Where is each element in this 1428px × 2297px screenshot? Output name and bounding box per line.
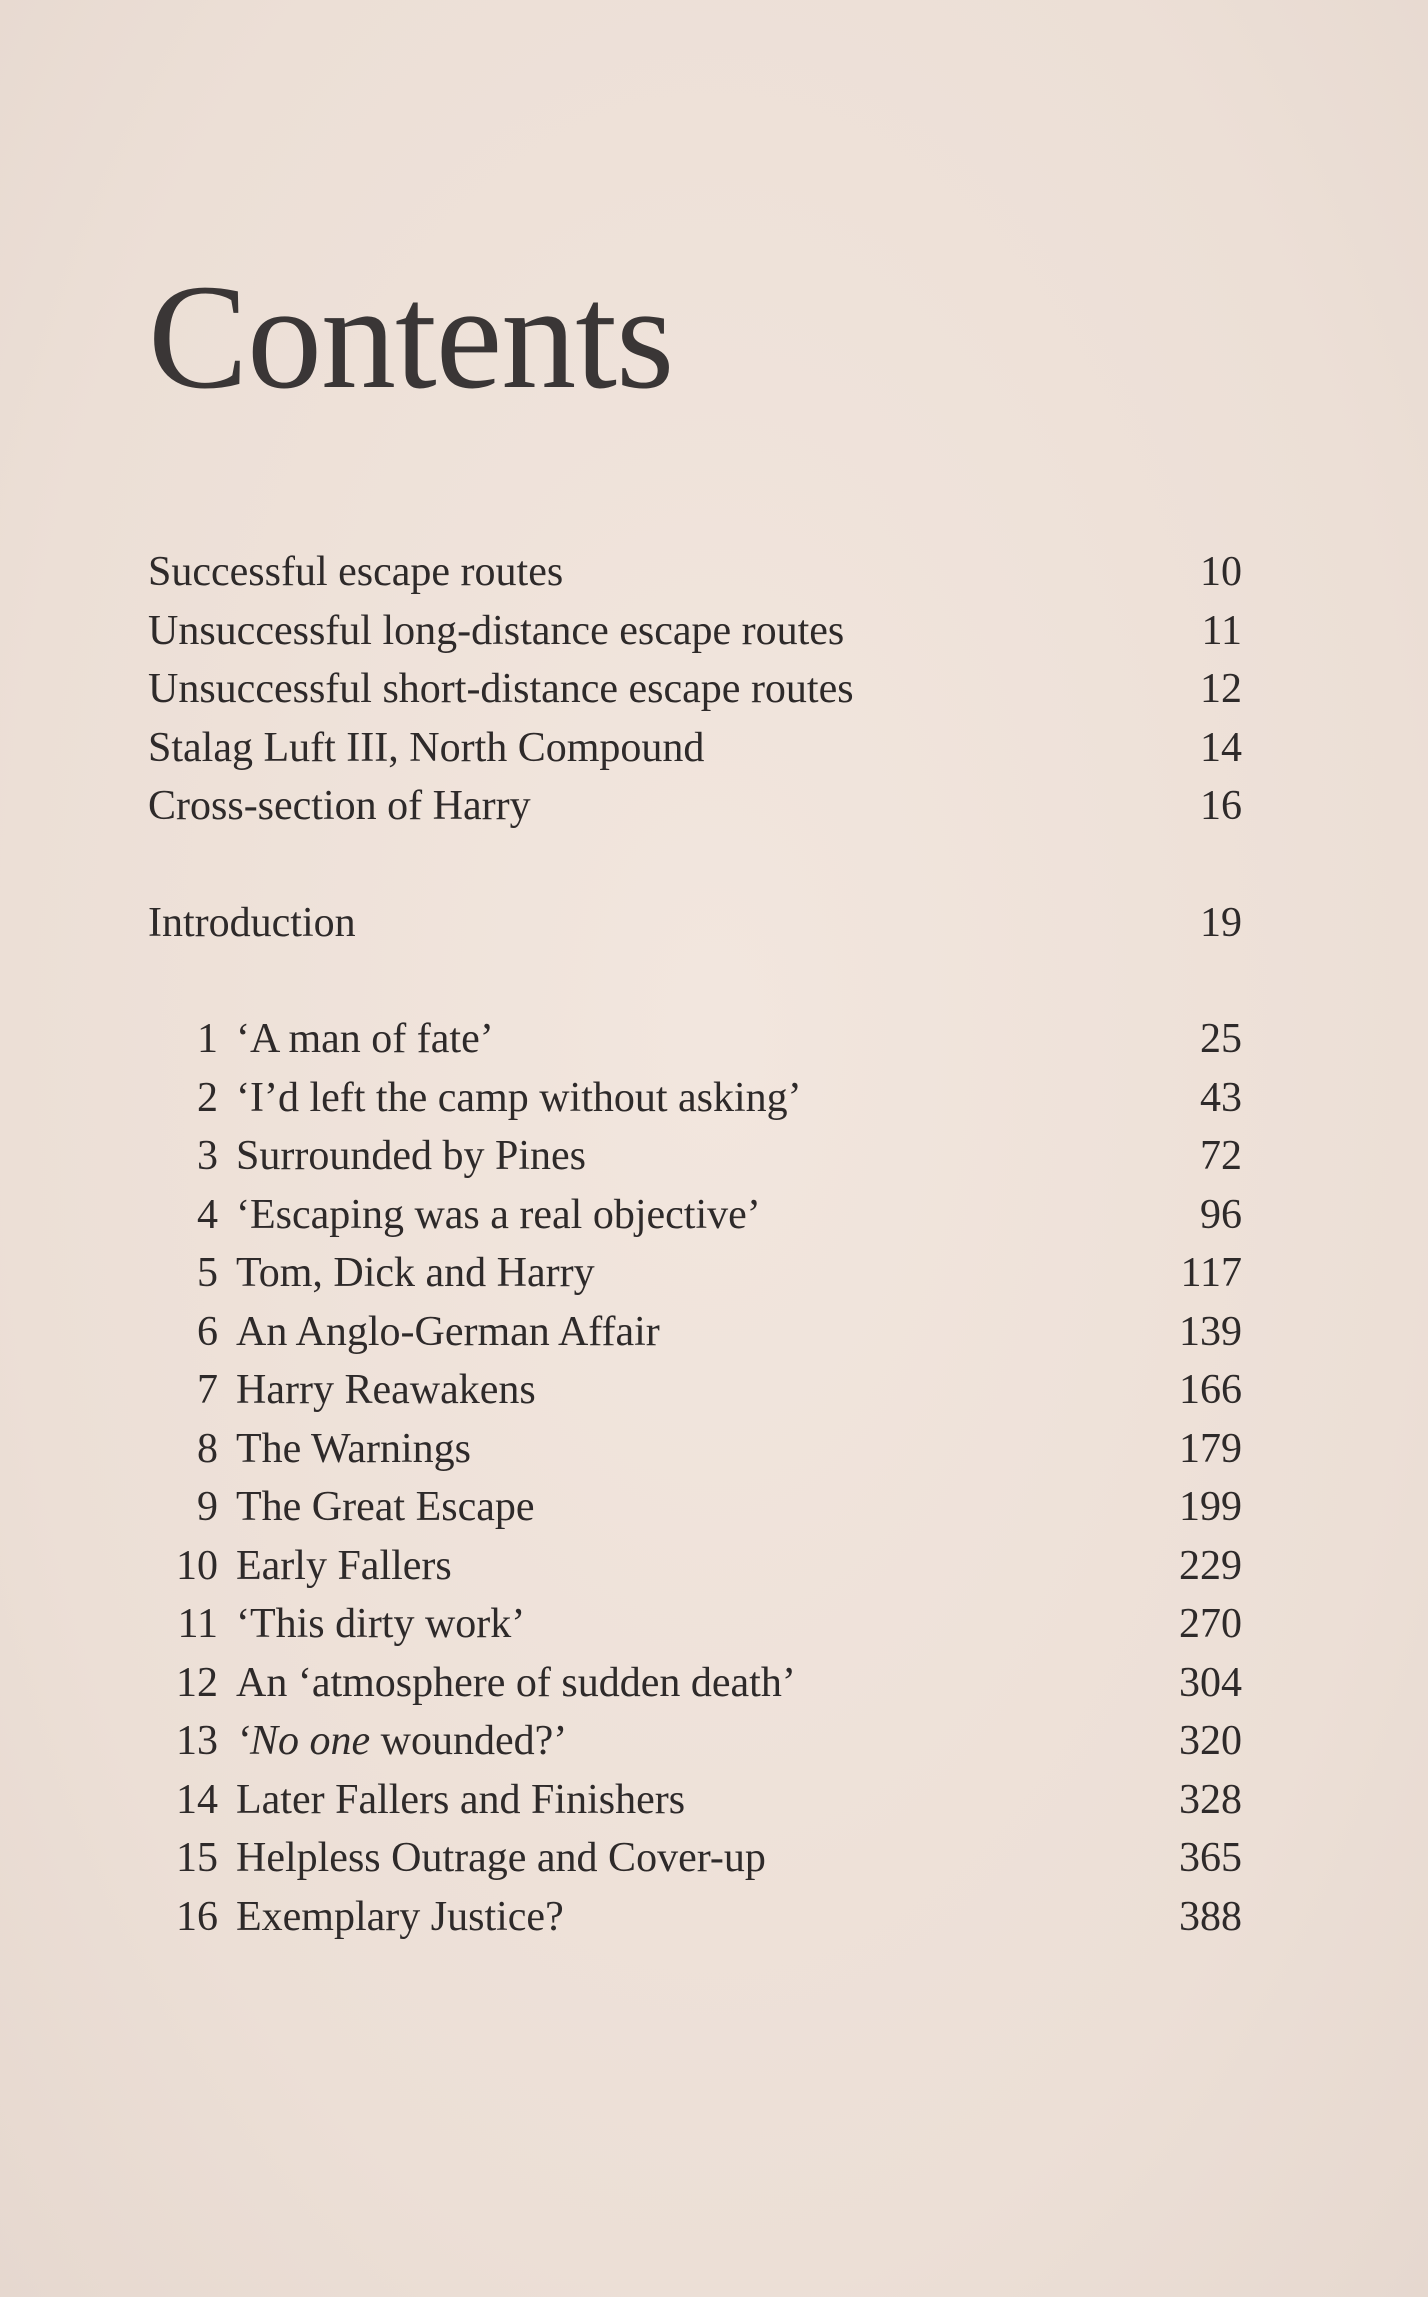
chapter-number: 3 [197,1133,218,1179]
chapter-page: 117 [1180,1250,1242,1296]
chapter-title-italic: ‘No one [236,1718,371,1764]
chapter-row [148,1542,1242,1601]
chapter-title: Exemplary Justice? [236,1893,564,1940]
chapter-page: 72 [1200,1133,1242,1179]
list-item [148,724,1242,783]
chapter-number: 13 [176,1718,218,1764]
chapter-page: 25 [1200,1016,1242,1062]
chapter-number: 4 [197,1191,218,1238]
chapter-row [148,1483,1242,1542]
chapter-row [148,1366,1242,1425]
chapters-list [148,1015,1242,1951]
chapter-row [148,1893,1242,1952]
chapter-title: ‘A man of fate’ [236,1016,494,1062]
introduction-entry [148,899,1242,958]
chapter-title: The Warnings [236,1425,471,1472]
chapter-number: 6 [197,1308,218,1355]
chapter-title: Tom, Dick and Harry [236,1250,595,1296]
chapter-page: 179 [1179,1425,1242,1472]
entry-page: 11 [1201,607,1242,654]
chapter-title: Harry Reawakens [236,1367,536,1413]
entry-page: 14 [1200,724,1242,771]
chapter-title: The Great Escape [236,1484,535,1530]
chapter-number: 12 [176,1659,218,1706]
chapter-title: An ‘atmosphere of sudden death’ [236,1659,796,1706]
list-item [148,899,1242,958]
chapter-page: 139 [1179,1308,1242,1355]
list-item [148,665,1242,724]
entry-page: 19 [1200,900,1242,946]
chapter-page: 270 [1179,1601,1242,1647]
chapter-row [148,1834,1242,1893]
chapter-number: 2 [197,1074,218,1121]
chapter-number: 11 [177,1601,218,1647]
chapter-title: ‘Escaping was a real objective’ [236,1191,761,1238]
chapter-row [148,1425,1242,1484]
chapter-number: 8 [197,1425,218,1472]
entry-page: 12 [1200,666,1242,712]
chapter-row [148,1717,1242,1776]
chapter-title: ‘This dirty work’ [236,1601,526,1647]
entry-label: Cross-section of Harry [148,783,531,829]
chapter-row [148,1191,1242,1250]
chapter-number: 15 [176,1835,218,1881]
chapter-number: 16 [176,1893,218,1940]
list-item [148,782,1242,841]
chapter-row [148,1776,1242,1835]
chapter-page: 320 [1179,1718,1242,1764]
entry-page: 10 [1200,549,1242,595]
chapter-row [148,1074,1242,1133]
chapter-page: 199 [1179,1484,1242,1530]
chapter-page: 96 [1200,1191,1242,1238]
chapter-title [236,1717,1122,1765]
chapter-number: 10 [176,1542,218,1589]
maps-list [148,548,1242,841]
chapter-page: 365 [1179,1835,1242,1881]
chapter-row [148,1249,1242,1308]
entry-label: Unsuccessful short-distance escape routes [148,666,854,712]
chapter-title: Early Fallers [236,1542,452,1589]
chapter-page: 229 [1179,1542,1242,1589]
entry-label: Successful escape routes [148,549,564,595]
chapter-title: Helpless Outrage and Cover-up [236,1835,766,1881]
chapter-number: 7 [197,1367,218,1413]
chapter-number: 14 [176,1776,218,1823]
chapter-number: 5 [197,1250,218,1296]
chapter-title: An Anglo-German Affair [236,1308,660,1355]
chapter-title: ‘I’d left the camp without asking’ [236,1074,802,1121]
chapter-row [148,1308,1242,1367]
entry-label: Stalag Luft III, North Compound [148,724,705,771]
chapter-number: 1 [197,1016,218,1062]
chapter-row [148,1659,1242,1718]
chapter-row [148,1015,1242,1074]
entry-label: Introduction [148,900,356,946]
chapter-title: Later Fallers and Finishers [236,1776,686,1823]
list-item [148,607,1242,666]
list-item [148,548,1242,607]
chapter-row [148,1600,1242,1659]
chapter-number: 9 [197,1484,218,1530]
chapter-page: 328 [1179,1776,1242,1823]
chapter-page: 43 [1200,1074,1242,1121]
chapter-title-rest: wounded?’ [370,1718,568,1764]
entry-page: 16 [1200,783,1242,829]
chapter-page: 166 [1179,1367,1242,1413]
entry-label: Unsuccessful long-distance escape routes [148,607,845,654]
chapter-title: Surrounded by Pines [236,1133,586,1179]
chapter-page: 304 [1179,1659,1242,1706]
page-title: Contents [148,254,674,420]
chapter-row [148,1132,1242,1191]
chapter-page: 388 [1179,1893,1242,1940]
